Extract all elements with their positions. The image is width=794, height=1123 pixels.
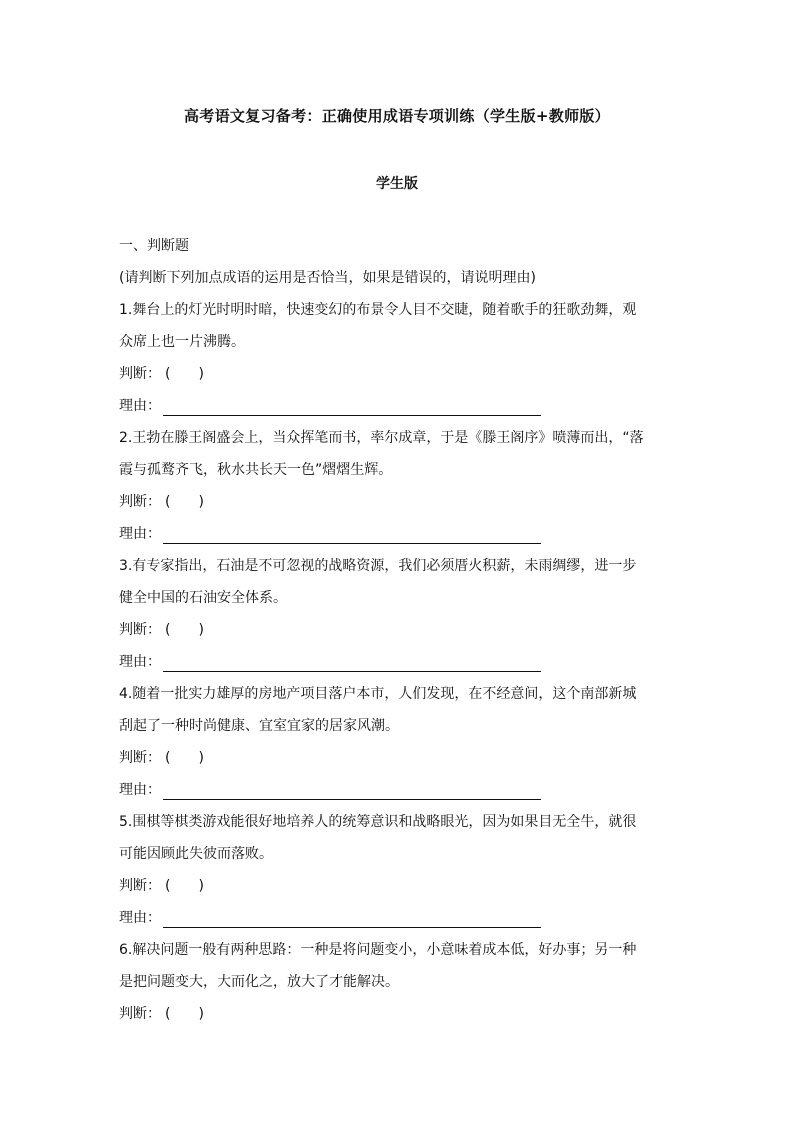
reason-answer-line[interactable] xyxy=(163,913,541,928)
reason-label: 理由： xyxy=(119,526,161,542)
question-6-line-2: 是把问题变大，大而化之，放大了才能解决。 xyxy=(119,974,399,990)
reason-answer-line[interactable] xyxy=(163,529,541,544)
judge-row-4 xyxy=(119,748,679,780)
document-title: 高考语文复习备考：正确使用成语专项训练（学生版+教师版） xyxy=(184,107,610,125)
reason-row-1 xyxy=(119,396,679,428)
question-3-line-1: 3.有专家指出，石油是不可忽视的战略资源，我们必须厝火积薪，未雨绸缪，进一步 xyxy=(119,558,637,574)
question-4-line-1: 4.随着一批实力雄厚的房地产项目落户本市，人们发现，在不经意间，这个南部新城 xyxy=(119,686,637,702)
judge-blank[interactable]: ( ) xyxy=(165,622,204,638)
question-3 xyxy=(119,556,679,620)
reason-row-4 xyxy=(119,780,679,812)
question-5 xyxy=(119,812,679,876)
reason-label: 理由： xyxy=(119,654,161,670)
judge-row-5 xyxy=(119,876,679,908)
question-2 xyxy=(119,428,679,492)
question-1-line-2: 众席上也一片沸腾。 xyxy=(119,334,245,350)
reason-label: 理由： xyxy=(119,782,161,798)
question-2-line-2: 霞与孤鹜齐飞，秋水共长天一色”熠熠生辉。 xyxy=(119,462,393,478)
question-4 xyxy=(119,684,679,748)
judge-row-3 xyxy=(119,620,679,652)
judge-label: 判断： xyxy=(119,878,161,894)
question-3-line-2: 健全中国的石油安全体系。 xyxy=(119,590,287,606)
question-5-line-2: 可能因顾此失彼而落败。 xyxy=(119,846,273,862)
judge-row-2 xyxy=(119,492,679,524)
judge-blank[interactable]: ( ) xyxy=(165,1006,204,1022)
question-4-line-2: 刮起了一种时尚健康、宜室宜家的居家风潮。 xyxy=(119,718,399,734)
question-2-line-1: 2.王勃在滕王阁盛会上，当众挥笔而书，率尔成章，于是《滕王阁序》喷薄而出，“落 xyxy=(119,430,644,446)
exercise-content xyxy=(119,236,679,1036)
judge-label: 判断： xyxy=(119,494,161,510)
instruction-text: (请判断下列加点成语的运用是否恰当，如果是错误的，请说明理由) xyxy=(119,270,536,286)
question-5-line-1: 5.围棋等棋类游戏能很好地培养人的统筹意识和战略眼光，因为如果目无全牛，就很 xyxy=(119,814,637,830)
judge-blank[interactable]: ( ) xyxy=(165,750,204,766)
judge-blank[interactable]: ( ) xyxy=(165,878,204,894)
reason-label: 理由： xyxy=(119,398,161,414)
judge-label: 判断： xyxy=(119,622,161,638)
reason-row-3 xyxy=(119,652,679,684)
judge-row-1 xyxy=(119,364,679,396)
judge-label: 判断： xyxy=(119,1006,161,1022)
reason-label: 理由： xyxy=(119,910,161,926)
judge-blank[interactable]: ( ) xyxy=(165,494,204,510)
question-1-line-1: 1.舞台上的灯光时明时暗，快速变幻的布景令人目不交睫，随着歌手的狂歌劲舞，观 xyxy=(119,302,637,318)
judge-label: 判断： xyxy=(119,750,161,766)
reason-answer-line[interactable] xyxy=(163,785,541,800)
question-6 xyxy=(119,940,679,1004)
section-heading: 一、判断题 xyxy=(119,238,189,254)
judge-blank[interactable]: ( ) xyxy=(165,366,204,382)
reason-row-5 xyxy=(119,908,679,940)
document-subtitle: 学生版 xyxy=(376,176,418,192)
question-6-line-1: 6.解决问题一般有两种思路：一种是将问题变小，小意味着成本低，好办事；另一种 xyxy=(119,942,637,958)
reason-answer-line[interactable] xyxy=(163,401,541,416)
reason-answer-line[interactable] xyxy=(163,657,541,672)
judge-row-6 xyxy=(119,1004,679,1036)
reason-row-2 xyxy=(119,524,679,556)
judge-label: 判断： xyxy=(119,366,161,382)
question-1 xyxy=(119,300,679,364)
